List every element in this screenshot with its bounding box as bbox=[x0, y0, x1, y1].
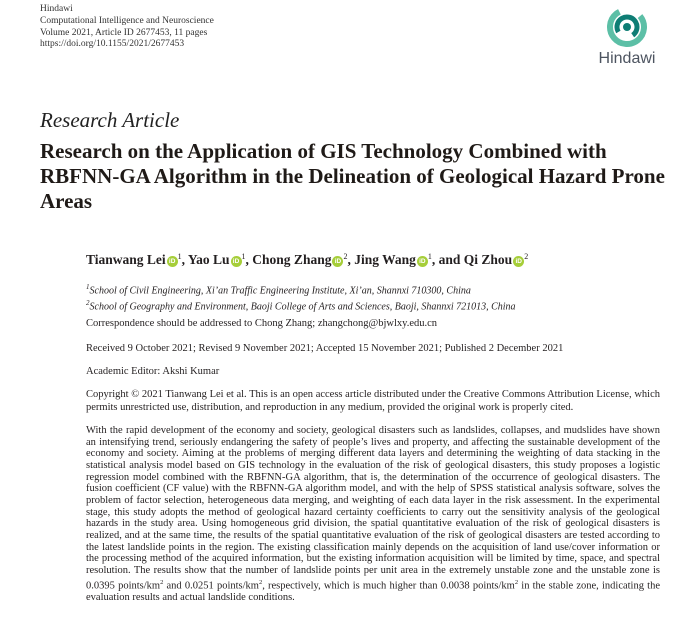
author-name: Tianwang Lei bbox=[86, 252, 166, 267]
correspondence: Correspondence should be addressed to Chong Zhang; zhangchong@bjwlxy.edu.cn bbox=[86, 318, 438, 329]
author-name: Qi Zhou bbox=[463, 252, 513, 267]
superscript: 2 bbox=[258, 578, 263, 586]
superscript: 2 bbox=[160, 578, 164, 586]
abstract bbox=[86, 425, 660, 603]
superscript: 2 bbox=[514, 578, 519, 586]
author-name: Jing Wang bbox=[354, 252, 416, 267]
orcid-icon[interactable]: iD bbox=[513, 256, 524, 267]
orcid-icon[interactable]: iD bbox=[417, 256, 428, 267]
abstract-text: in the stable zone, indicating the evaluation results and actual landslide conditions. bbox=[86, 580, 660, 603]
author-separator: , and bbox=[431, 252, 464, 267]
author-separator: , bbox=[347, 252, 355, 267]
publisher-name: Hindawi bbox=[40, 4, 73, 14]
abstract-text: , respectively, which is much higher than 0.0038 points/km bbox=[262, 580, 515, 592]
journal-name: Computational Intelligence and Neuroscience bbox=[40, 15, 214, 26]
journal-meta bbox=[40, 4, 214, 51]
hindawi-logo[interactable] bbox=[588, 5, 666, 75]
author-affiliation-number: 2 bbox=[524, 252, 529, 261]
copyright-notice: Copyright © 2021 Tianwang Lei et al. This is an open access article distributed under the Creative Commons Attribution License, which permits unrestricted use, distribution, and reproduction in any medium, provided the original work is properly cited. bbox=[86, 389, 660, 413]
hindawi-logo-text: Hindawi bbox=[598, 50, 656, 67]
publication-dates: Received 9 October 2021; Revised 9 November 2021; Accepted 15 November 2021; Published 2 December 2021 bbox=[86, 343, 564, 354]
affiliation-number: 1 bbox=[86, 283, 90, 291]
author-affiliation-number: 1 bbox=[177, 252, 182, 261]
article-title: Research on the Application of GIS Technology Combined with RBFNN-GA Algorithm in the Delineation of Geological Hazard Prone Areas bbox=[40, 139, 665, 213]
affiliation bbox=[86, 297, 516, 313]
doi-link[interactable]: https://doi.org/10.1155/2021/2677453 bbox=[40, 39, 185, 50]
author-name: Chong Zhang bbox=[252, 252, 332, 267]
orcid-icon[interactable]: iD bbox=[231, 256, 242, 267]
abstract-text: and 0.0251 points/km bbox=[163, 580, 259, 592]
author-separator: , bbox=[181, 252, 188, 267]
academic-editor: Academic Editor: Akshi Kumar bbox=[86, 366, 220, 377]
author-separator: , bbox=[245, 252, 253, 267]
abstract-text: With the rapid development of the economy and society, geological disasters such as landslides, collapses, and mudslides have shown an intensifying trend, seriously endangering the safety of people’s lives and property, and affecting the sustainable development of the economy and society. Aiming at the problems of merging different data layers and determining the weighting of data stacking in the statistical analysis model based on GIS technology in the evaluation of the risk of geological disasters, this study proposes a logistic regression model combined with the RBFNN-GA algorithm, that is, the determination of the occurrence of geological disasters. The fusion coefficient (CF value) with the RBFNN-GA algorithm model, and with the help of SPSS statistical analysis software, solves the problem of factor selection, heterogeneous data merging, and weighting of each data layer in the risk assessment. In the experimental stage, this study adopts the method of geological hazard certainty coefficients to carry out the sensitivity analysis of the geological hazards in the study area. Using homogeneous grid division, the spatial quantitative evaluation of the risk of geological disasters is realized, and at the same time, the results of the spatial quantitative evaluation of the risk of geological disasters are tested according to the latest landslide points in the region. The existing classification mainly depends on the acquisition of land use/cover information or the processing method of the acquired information, but the existing information acquisition will be limited by time, space, and spectral resolution. The results show that the number of landslide points per unit area in the extremely unstable zone and the unstable zone is 0.0395 points/km bbox=[86, 425, 660, 592]
affiliation-text: School of Civil Engineering, Xi’an Traffic Engineering Institute, Xi’an, Shannxi 710300, China bbox=[89, 285, 471, 297]
author-name: Yao Lu bbox=[187, 252, 230, 267]
author-affiliation-number: 2 bbox=[343, 252, 348, 261]
author-affiliation-number: 1 bbox=[241, 252, 246, 261]
affiliations bbox=[86, 281, 516, 314]
orcid-icon[interactable]: iD bbox=[167, 256, 178, 267]
affiliation-text: School of Geography and Environment, Baoji College of Arts and Sciences, Baoji, Shannxi 721013, China bbox=[89, 301, 516, 313]
article-type: Research Article bbox=[40, 108, 180, 132]
hindawi-logo-icon bbox=[588, 5, 666, 51]
affiliation bbox=[86, 281, 516, 297]
affiliation-number: 2 bbox=[86, 299, 90, 308]
author-affiliation-number: 1 bbox=[427, 252, 432, 261]
orcid-icon[interactable]: iD bbox=[332, 256, 343, 267]
author-list bbox=[86, 252, 528, 268]
volume-line: Volume 2021, Article ID 2677453, 11 pages bbox=[40, 27, 208, 38]
